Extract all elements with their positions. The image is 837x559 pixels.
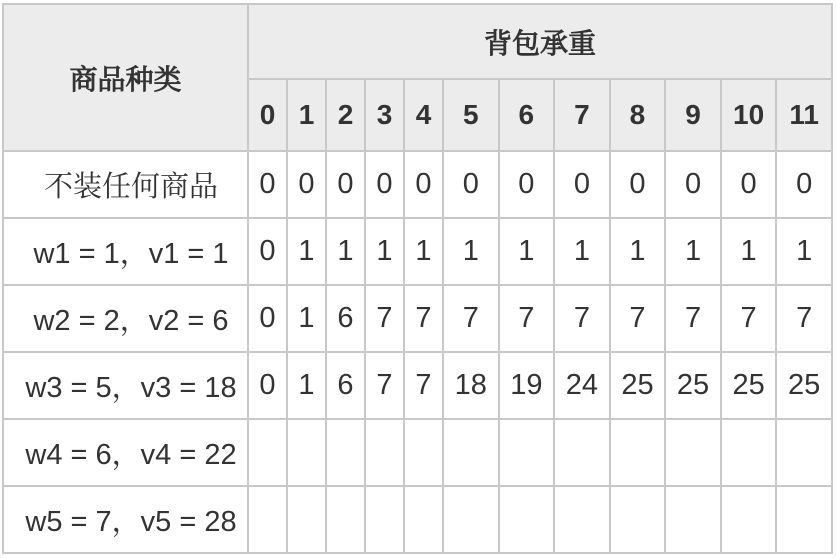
cell	[721, 419, 777, 486]
cell: 24	[554, 352, 610, 419]
cell: 7	[443, 285, 499, 352]
cell: 1	[554, 218, 610, 285]
cell: 1	[610, 218, 666, 285]
cell: 0	[776, 151, 832, 218]
cell: 1	[499, 218, 555, 285]
cell: 7	[721, 285, 777, 352]
cell: 0	[721, 151, 777, 218]
cell	[287, 486, 326, 553]
capacity-col-4: 4	[404, 79, 443, 151]
cell: 1	[365, 218, 404, 285]
cell: 1	[721, 218, 777, 285]
cell: 1	[443, 218, 499, 285]
cell: 7	[365, 285, 404, 352]
cell	[404, 486, 443, 553]
cell	[248, 486, 287, 553]
capacity-col-2: 2	[326, 79, 365, 151]
capacity-col-7: 7	[554, 79, 610, 151]
table-row-w2	[3, 285, 832, 352]
capacity-col-8: 8	[610, 79, 666, 151]
cell	[610, 486, 666, 553]
cell	[248, 419, 287, 486]
cell: 7	[554, 285, 610, 352]
header-row-top	[3, 4, 832, 79]
cell: 1	[404, 218, 443, 285]
cell: 1	[287, 285, 326, 352]
cell	[443, 419, 499, 486]
cell: 1	[287, 218, 326, 285]
cell: 19	[499, 352, 555, 419]
capacity-header: 背包承重	[248, 4, 832, 79]
cell: 7	[499, 285, 555, 352]
cell: 25	[776, 352, 832, 419]
capacity-col-0: 0	[248, 79, 287, 151]
cell: 0	[499, 151, 555, 218]
capacity-col-5: 5	[443, 79, 499, 151]
cell: 0	[248, 151, 287, 218]
table-row-w4	[3, 419, 832, 486]
cell	[776, 419, 832, 486]
cell: 0	[443, 151, 499, 218]
cell: 0	[248, 285, 287, 352]
knapsack-dp-table	[2, 3, 833, 554]
row-label: w2 = 2，v2 = 6	[3, 285, 248, 352]
cell: 18	[443, 352, 499, 419]
cell: 6	[326, 352, 365, 419]
row-label: w5 = 7，v5 = 28	[3, 486, 248, 553]
cell	[499, 486, 555, 553]
cell: 0	[610, 151, 666, 218]
cell: 0	[287, 151, 326, 218]
capacity-col-9: 9	[665, 79, 721, 151]
cell	[443, 486, 499, 553]
cell	[776, 486, 832, 553]
cell: 0	[248, 352, 287, 419]
capacity-col-1: 1	[287, 79, 326, 151]
cell: 25	[610, 352, 666, 419]
cell: 0	[665, 151, 721, 218]
cell	[665, 419, 721, 486]
cell	[610, 419, 666, 486]
cell: 1	[287, 352, 326, 419]
table-row-w5	[3, 486, 832, 553]
cell: 7	[776, 285, 832, 352]
item-type-header: 商品种类	[3, 4, 248, 151]
table-row-w1	[3, 218, 832, 285]
cell: 1	[665, 218, 721, 285]
capacity-col-11: 11	[776, 79, 832, 151]
cell: 0	[248, 218, 287, 285]
cell	[554, 486, 610, 553]
row-label: 不装任何商品	[3, 151, 248, 218]
cell: 0	[554, 151, 610, 218]
capacity-col-10: 10	[721, 79, 777, 151]
cell	[365, 419, 404, 486]
cell: 1	[326, 218, 365, 285]
table-row-w3	[3, 352, 832, 419]
cell	[721, 486, 777, 553]
cell: 7	[404, 352, 443, 419]
cell: 7	[665, 285, 721, 352]
cell	[287, 419, 326, 486]
cell: 7	[610, 285, 666, 352]
table-row-no-item	[3, 151, 832, 218]
cell	[365, 486, 404, 553]
cell: 0	[404, 151, 443, 218]
cell	[326, 486, 365, 553]
row-label: w3 = 5，v3 = 18	[3, 352, 248, 419]
cell: 25	[721, 352, 777, 419]
capacity-col-6: 6	[499, 79, 555, 151]
capacity-col-3: 3	[365, 79, 404, 151]
cell: 7	[404, 285, 443, 352]
row-label: w1 = 1，v1 = 1	[3, 218, 248, 285]
cell: 7	[365, 352, 404, 419]
cell: 0	[326, 151, 365, 218]
cell	[665, 486, 721, 553]
cell: 25	[665, 352, 721, 419]
cell	[404, 419, 443, 486]
cell	[499, 419, 555, 486]
cell: 1	[776, 218, 832, 285]
cell	[326, 419, 365, 486]
cell: 0	[365, 151, 404, 218]
cell	[554, 419, 610, 486]
row-label: w4 = 6，v4 = 22	[3, 419, 248, 486]
cell: 6	[326, 285, 365, 352]
